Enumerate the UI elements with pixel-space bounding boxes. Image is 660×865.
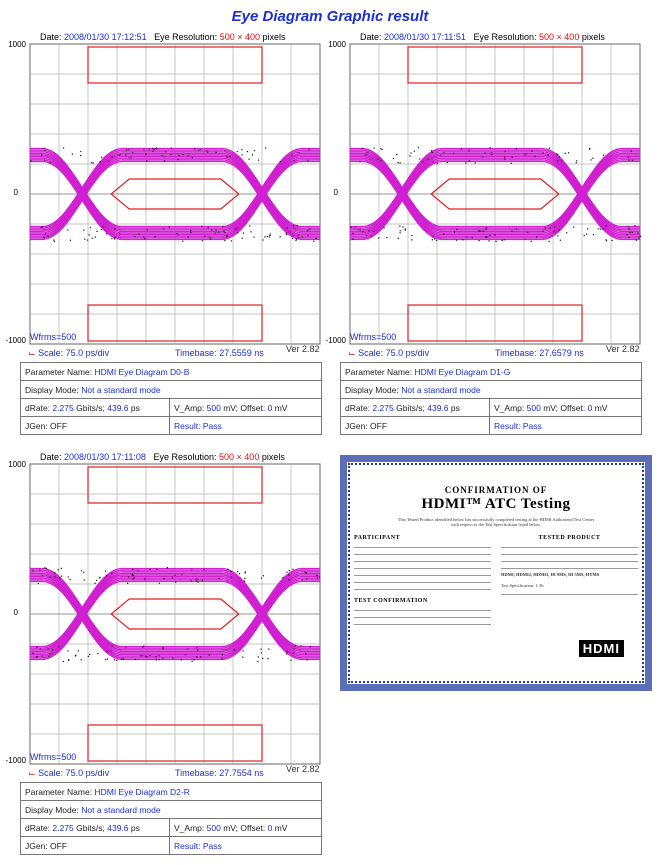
- waveforms-count: Wfrms=500: [30, 332, 77, 342]
- drate-label: dRate:: [345, 402, 371, 413]
- drate-unit: Gbits/s;: [76, 402, 105, 413]
- resolution-unit: pixels: [581, 32, 605, 42]
- resolution-value: 500 × 400: [219, 452, 260, 462]
- drate-cell: [21, 399, 170, 417]
- param-cell: [21, 363, 322, 381]
- drate-ps: 439.6: [427, 402, 449, 413]
- date-label: Date:: [40, 32, 62, 42]
- page-title: Eye Diagram Graphic result: [231, 8, 429, 25]
- test-confirmation-heading: TEST CONFIRMATION: [354, 598, 428, 604]
- y-tick-bottom: -1000: [325, 336, 346, 345]
- drate-label: dRate:: [25, 822, 51, 833]
- vamp-value: 500: [206, 402, 221, 413]
- timebase-readout: [175, 348, 264, 358]
- param-label: Parameter Name:: [25, 786, 93, 797]
- vamp-unit: mV; Offset:: [223, 822, 266, 833]
- resolution-label: Eye Resolution:: [154, 32, 218, 42]
- version-label: Ver 2.82: [286, 344, 320, 354]
- certificate-intro: This Tested Product identified below has successfully completed testing at the HDMI Authorized Test Center with respect to the Test Specification listed below.: [397, 517, 595, 527]
- y-tick-mid: 0: [13, 188, 18, 197]
- param-value: HDMI Eye Diagram D2-R: [94, 786, 190, 797]
- vamp-label: V_Amp:: [494, 402, 525, 413]
- drate-cell: [21, 819, 170, 837]
- drate-value: 2.275: [52, 822, 74, 833]
- product-models: HDMI, HDMI2, HDMI3, HI 9MS, HI 5MS, HYMS: [501, 572, 600, 577]
- display-cell: [21, 381, 322, 399]
- display-label: Display Mode:: [25, 384, 79, 395]
- panel-header: [40, 452, 285, 464]
- drate-cell: [341, 399, 490, 417]
- vamp-value: 500: [526, 402, 541, 413]
- drate-value: 2.275: [372, 402, 394, 413]
- drate-ps-unit: ps: [130, 402, 140, 413]
- timebase-value: 27.6579 ns: [539, 348, 584, 358]
- scale-text: Scale: 75.0 ps/div: [38, 768, 110, 778]
- jgen-cell: JGen: OFF: [21, 417, 170, 435]
- display-label: Display Mode:: [345, 384, 399, 395]
- result-cell: [170, 417, 322, 435]
- parameter-table: [20, 362, 322, 435]
- atc-certificate: [340, 455, 652, 691]
- offset-unit: mV: [274, 402, 288, 413]
- result-label: Result:: [174, 420, 201, 431]
- drate-ps: 439.6: [107, 402, 129, 413]
- offset-value: 0: [267, 402, 273, 413]
- participant-heading: PARTICIPANT: [354, 535, 401, 541]
- scale-text: Scale: 75.0 ps/div: [358, 348, 430, 358]
- timebase-value: 27.7554 ns: [219, 768, 264, 778]
- offset-value: 0: [267, 822, 273, 833]
- vamp-value: 500: [206, 822, 221, 833]
- scale-readout: ⌙ Scale: 75.0 ps/div: [28, 768, 110, 778]
- result-label: Result:: [174, 840, 201, 851]
- result-value: Pass: [202, 840, 222, 851]
- jgen-cell: JGen: OFF: [341, 417, 490, 435]
- hdmi-logo: HDMI: [579, 640, 624, 657]
- param-value: HDMI Eye Diagram D1-G: [414, 366, 511, 377]
- date-value: 2008/01/30 17:12:51: [64, 32, 147, 42]
- eye-diagram-plot: [320, 32, 642, 348]
- version-label: Ver 2.82: [606, 344, 640, 354]
- param-cell: [21, 783, 322, 801]
- drate-label: dRate:: [25, 402, 51, 413]
- param-label: Parameter Name:: [25, 366, 93, 377]
- param-cell: [341, 363, 642, 381]
- result-label: Result:: [494, 420, 521, 431]
- drate-value: 2.275: [52, 402, 74, 413]
- eye-diagram-plot: [0, 452, 322, 768]
- result-cell: [490, 417, 642, 435]
- timebase-readout: [175, 768, 264, 778]
- vamp-label: V_Amp:: [174, 822, 205, 833]
- param-value: HDMI Eye Diagram D0-B: [94, 366, 190, 377]
- display-value: Not a standard mode: [81, 384, 161, 395]
- vamp-label: V_Amp:: [174, 402, 205, 413]
- resolution-label: Eye Resolution:: [473, 32, 537, 42]
- date-value: 2008/01/30 17:11:08: [64, 452, 146, 462]
- resolution-unit: pixels: [261, 452, 285, 462]
- vamp-cell: [490, 399, 642, 417]
- resolution-value: 500 × 400: [539, 32, 580, 42]
- vamp-cell: [170, 399, 322, 417]
- resolution-value: 500 × 400: [219, 32, 260, 42]
- eye-diagram-plot: [0, 32, 322, 348]
- drate-ps: 439.6: [107, 822, 129, 833]
- certificate-heading: CONFIRMATION OF: [444, 485, 548, 495]
- timebase-label: Timebase:: [495, 348, 537, 358]
- version-label: Ver 2.82: [286, 764, 320, 774]
- vamp-unit: mV; Offset:: [543, 402, 586, 413]
- parameter-table: [20, 782, 322, 855]
- y-tick-mid: 0: [13, 608, 18, 617]
- y-tick-top: 1000: [8, 460, 26, 469]
- jgen-cell: JGen: OFF: [21, 837, 170, 855]
- timebase-value: 27.5559 ns: [219, 348, 264, 358]
- offset-unit: mV: [274, 822, 288, 833]
- timebase-label: Timebase:: [175, 348, 217, 358]
- tested-product-heading: TESTED PRODUCT: [538, 535, 601, 541]
- timebase-readout: [495, 348, 584, 358]
- y-tick-mid: 0: [333, 188, 338, 197]
- drate-unit: Gbits/s;: [396, 402, 425, 413]
- y-tick-top: 1000: [328, 40, 346, 49]
- y-tick-bottom: -1000: [5, 336, 26, 345]
- date-label: Date:: [360, 32, 382, 42]
- vamp-cell: [170, 819, 322, 837]
- parameter-table: [340, 362, 642, 435]
- panel-header: [40, 32, 286, 44]
- param-label: Parameter Name:: [345, 366, 413, 377]
- result-cell: [170, 837, 322, 855]
- offset-unit: mV: [594, 402, 608, 413]
- waveforms-count: Wfrms=500: [350, 332, 397, 342]
- display-label: Display Mode:: [25, 804, 79, 815]
- timebase-label: Timebase:: [175, 768, 217, 778]
- display-value: Not a standard mode: [81, 804, 161, 815]
- y-tick-top: 1000: [8, 40, 26, 49]
- scale-readout: ⌙ Scale: 75.0 ps/div: [348, 348, 430, 358]
- panel-header: [360, 32, 605, 44]
- date-label: Date:: [40, 452, 62, 462]
- y-tick-bottom: -1000: [5, 756, 26, 765]
- resolution-label: Eye Resolution:: [153, 452, 217, 462]
- display-cell: [341, 381, 642, 399]
- scale-readout: ⌙ Scale: 75.0 ps/div: [28, 348, 110, 358]
- offset-value: 0: [587, 402, 593, 413]
- vamp-unit: mV; Offset:: [223, 402, 266, 413]
- waveforms-count: Wfrms=500: [30, 752, 77, 762]
- display-cell: [21, 801, 322, 819]
- result-value: Pass: [202, 420, 222, 431]
- drate-ps-unit: ps: [450, 402, 460, 413]
- display-value: Not a standard mode: [401, 384, 481, 395]
- resolution-unit: pixels: [262, 32, 286, 42]
- scale-text: Scale: 75.0 ps/div: [38, 348, 110, 358]
- certificate-title: HDMI™ ATC Testing: [421, 496, 571, 512]
- drate-ps-unit: ps: [130, 822, 140, 833]
- drate-unit: Gbits/s;: [76, 822, 105, 833]
- result-value: Pass: [522, 420, 542, 431]
- date-value: 2008/01/30 17:11:51: [384, 32, 466, 42]
- test-spec: Test Specification: 1.3b: [501, 583, 544, 588]
